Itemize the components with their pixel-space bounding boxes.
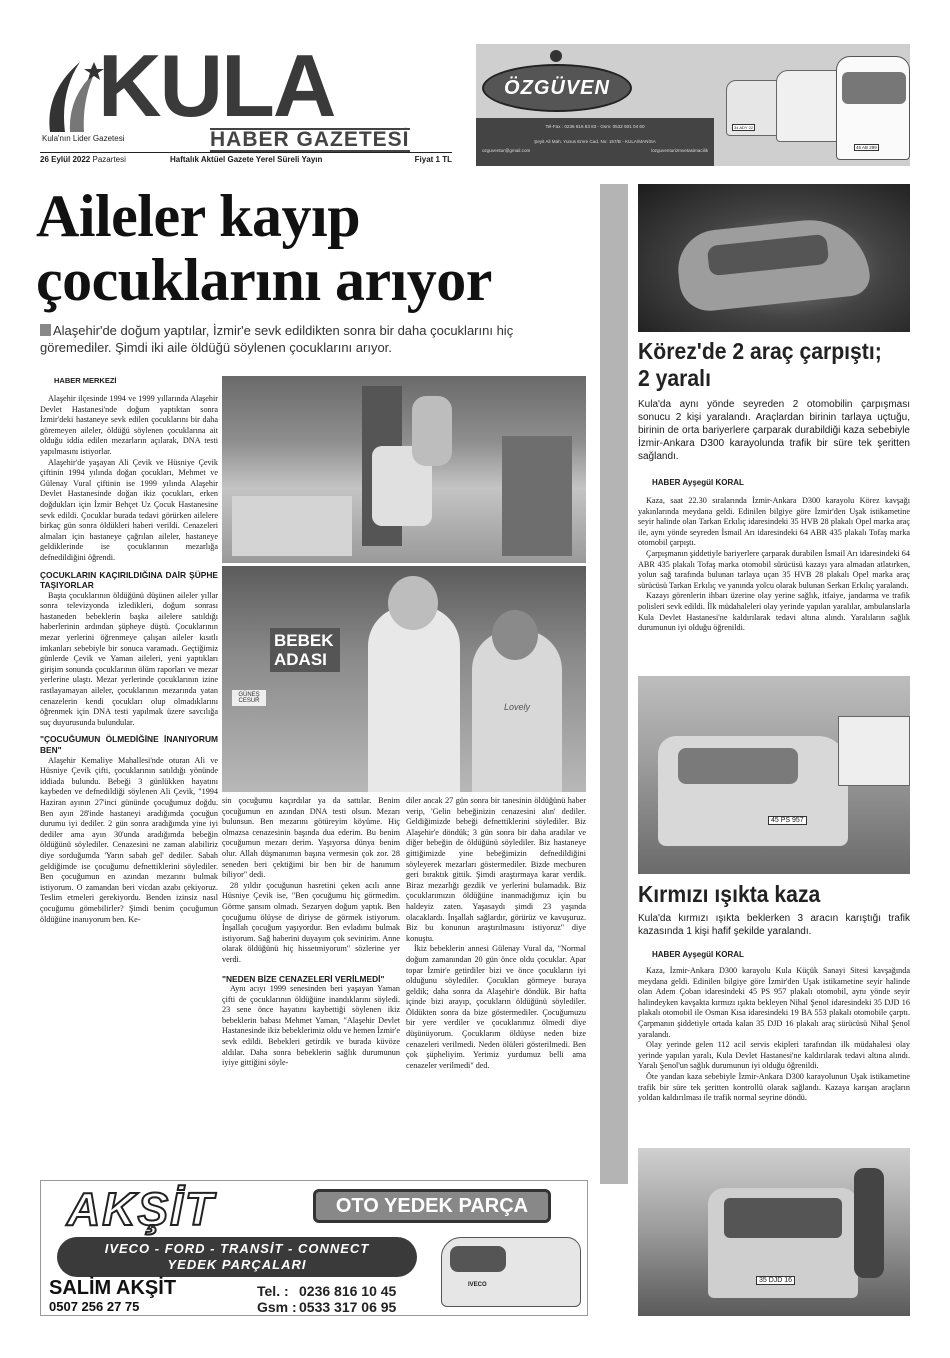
story2-headline — [638, 338, 888, 392]
main-byline: HABER MERKEZİ — [54, 376, 117, 385]
main-photo-bebek-adasi — [222, 566, 586, 792]
aksit-tel: 0236 816 10 45 — [299, 1283, 397, 1299]
grave-sign: GÜNEŞ CESUR — [232, 690, 266, 706]
story2-byline — [652, 478, 744, 487]
story3-byline-label: HABER — [652, 950, 681, 959]
main-col2-para: sin çocuğumu kaçırdılar ya da sattılar. Benim çocuğumun en azından DNA testi olsun. Mezarı bulunsun. Ben mezarını götüreyim köyüme. Hiç olmazsa cenazesinin başında dua ederim. Bu benim çocuğumun mezarı derim. Yaşıyorsa dünya benim olur. Allah düşmanımın başına vermesin çok zor. 28 seneden beri çektiğimi bir ben bir de hanımım biliyor" dedi. — [222, 796, 400, 880]
top-ad-ozguven[interactable] — [476, 44, 910, 166]
aksit-banner: OTO YEDEK PARÇA — [313, 1189, 551, 1223]
main-column-1 — [40, 394, 218, 1154]
aksit-gsm-line[interactable] — [257, 1299, 396, 1315]
aksit-gsm-label: Gsm : — [257, 1299, 297, 1315]
photo-korez-crash — [638, 184, 910, 332]
masthead-tagline: Haftalık Aktüel Gazete Yerel Süreli Yayın — [170, 155, 323, 164]
bebek-adasi-sign: BEBEK ADASI — [270, 628, 340, 672]
story3-byline — [652, 950, 744, 959]
main-lead — [40, 322, 585, 356]
bottom-ad-aksit[interactable] — [40, 1180, 588, 1316]
masthead — [40, 36, 470, 166]
main-headline-line1: Aileler kayıp — [36, 183, 361, 249]
ozguven-contact-box — [476, 118, 714, 166]
masthead-date-bar — [40, 152, 452, 166]
subhead-cenazeler: "NEDEN BİZE CENAZELERİ VERİLMEDİ" — [222, 973, 385, 984]
main-lead-text: Alaşehir'de doğum yaptılar, İzmir'e sevk edildikten sonra bir daha çocuklarını hiç göremediler. Şimdi iki aile öldüğü söylenen çocuklarını arıyor. — [40, 323, 514, 355]
ozguven-phones: Tel-Fax : 0236 816 83 83 - Gsm: 0532 501 04 60 — [545, 124, 645, 129]
rear-plate: 35 DJD 16 — [756, 1276, 795, 1285]
story3-para: Kaza, İzmir-Ankara D300 karayolu Kula Küçük Sanayi Sitesi kavşağında meydana geldi. Edinilen bilgiye göre İzmir'den Uşak istikametine seyir halinde olan Adem Çoban idaresindeki 45 PS 957 plakalı otomobil, aynı yönde seyir halindeyken kavşakta kırmızı ışıkta bekleyen Nihal Şenol idaresindeki 35 DJD 16 plakalı otomobil ile Osman Kısa idaresindeki 19 BA 553 plakalı otomobile çarptı. Çarpmanın şiddetiyle ortada kalan 35 DJD 16 plakalı araç sürücüsü Nihal Şenol yaralandı. — [638, 966, 910, 1039]
photo-rear-collision — [638, 1148, 910, 1316]
story2-para: Kaza, saat 22.30 sıralarında İzmir-Ankara D300 karayolu Körez kavşağı yakınlarında meydana geldi. Edinilen bilgiye göre İzmir'den Uşak istikametine seyir halinde olan Tarkan Erkılıç idaresindeki 35 HVB 28 plakalı Opel marka araç ile, aynı yönde seyreden İsmail Arı idaresindeki 64 ABR 435 plakalı Tofaş marka otomobil çarpıştı. — [638, 496, 910, 548]
story2-byline-name: Ayşegül KORAL — [682, 478, 744, 487]
main-column-2 — [222, 796, 400, 1160]
masthead-subtitle: HABER GAZETESİ — [210, 128, 410, 151]
ozguven-brand: ÖZGÜVEN — [504, 77, 610, 99]
ozguven-email[interactable]: ozguventur@gmail.com — [482, 148, 531, 153]
aksit-gsm: 0533 317 06 95 — [299, 1299, 397, 1315]
story3-byline-name: Ayşegül KORAL — [682, 950, 744, 959]
story2-byline-label: HABER — [652, 478, 681, 487]
iveco-van-image — [441, 1237, 581, 1307]
aksit-tel-label: Tel. : — [257, 1283, 289, 1299]
bus-windshield — [842, 72, 906, 104]
main-photo-cemetery-1 — [222, 376, 586, 563]
main-col2-para: Aynı acıyı 1999 senesinden beri yaşayan Yaman çifti de çocuklarının öldüğüne inandıklarını söyledi. 23 sene önce hayatını kaybettiği söylenen ikiz bebeklerin babası Mehmet Yaman, "Alaşehir Devlet Hastanesinde ikiz bebeklerimiz oldu ve hemen İzmir'e sevk edildi. Bebekleri getirdik ve burada küvöze aldılar. Daha sonra bebeklerin sağlık durumunun iyiye gittiğini söyle- — [222, 984, 400, 1068]
photo-red-light-crash — [638, 676, 910, 874]
column-divider — [600, 184, 628, 1184]
issue-day: Pazartesi — [92, 155, 126, 164]
bus-plate-3: 45 AB 299 — [856, 145, 877, 150]
aksit-parts: YEDEK PARÇALARI — [167, 1257, 307, 1272]
main-column-3 — [406, 796, 586, 1160]
issue-date: 26 Eylül 2022 — [40, 155, 91, 164]
story3-para: Olay yerinde gelen 112 acil servis ekipleri tarafından ilk müdahalesi olay yerinde yapılan yaralı, Kula Devlet Hastanesi'ne kaldırılarak tedavi altına alındı. Yaralı Şenol'un sağlık durumunun iyi olduğu öğrenildi. — [638, 1040, 910, 1071]
lead-marker-icon — [40, 324, 51, 336]
story3-body — [638, 966, 910, 1136]
story2-headline-line1: Körez'de 2 araç çarpıştı; — [638, 338, 882, 364]
story2-lead: Kula'da aynı yönde seyreden 2 otomobilin çarpışması sonucu 2 kişi yaralandı. Araçlardan birinin tarlaya uçtuğu, birinin de orta bariyerlere çarparak durabildiği kaza sebebiyle İzmir-Ankara D300 karayolunda trafik bir süre tek şeritten sağlandı. — [638, 399, 910, 462]
ozguven-social[interactable]: /ozguventurizmvetasimacilik — [650, 148, 708, 153]
main-col3-para: diler ancak 27 gün sonra bir tanesinin öldüğünü haber verip, 'Gelin bebeğinizin cenazesini alın' dediler. Geldiğimizde bebeği defnettiklerini söylediler. Biz Alaşehir'e döndük; 3 gün sonra bir daha aradılar ve diğer bebeğin de öldüğünü söylediler. Biz hastaneye gittiğimizde yine bebeğimizin defnedildiğini söyleyerek mezarları göstermediler. Bizde mecburen geri bıraktık gittik. Şimdi araştırmaya karar verdik. Biraz mezarlığı gezdik ve yerlerini bulamadık. Biz çocuklarımızın öldüğüne inanmadığımız için bu haldeyiz zaten. Yaşasaydı şimdi 23 yaşında olacaklardı. İnşallah sağlardır, görürüz ve kavuşuruz. Biz bu konunun araştırılmasını istiyoruz" diye konuştu. — [406, 796, 586, 943]
crescent-star-icon — [550, 50, 562, 62]
main-col1-para: Alaşehir ilçesinde 1994 ve 1999 yıllarında Alaşehir Devlet Hastanesi'nde doğum yaptıktan sonra İzmir'deki hastaneye sevk edilen çocuklarını bir daha göremeyen aileler, öldüğü söylenen çocuklarına ait olduğu iddia edilen mezarların açılarak, DNA testi yapılmasını istiyorlar. — [40, 394, 218, 456]
main-col1-para: Alaşehir Kemaliye Mahallesi'nde oturan Ali ve Hüsniye Çevik çifti, çocuklarının satıldığı yönünde iddiada bulundu. Bebeği 3 günlükken hayatını kaybeden ve defnedildiği söylenen Ali Çevik, "1994 Haziran ayının 27'inci gününde çocuğumuz doğdu. Ben ayın 28'inde hastaneyi aradığımda çocuğun durumu iyi dediler. 2 gün sonra aradığımda yine iyi dediler ama ayın 30'unda aradığımda bebeğin öldüğünü söylediler. Cenazesini ne zaman alabiliriz diye sorduğumda 'Yarın sabah gel' dediler. Sabah geldiğimde ise çocuğumu defnettiklerini söylediler. Ben çocuğumun en azından mezarını bulmak istiyorum. O zamandan beri vicdan azabı çekiyoruz. Teslim etmeleri gerekiyordu. Benden izinsiz nasıl çocuğumu gömebilirler? Şimdi benim çocuğumun öldüğüne inanıyorum ben. Ke- — [40, 755, 218, 924]
main-col3-para: İkiz bebeklerin annesi Gülenay Vural da, "Normal doğum zamanından 20 gün önce oldu çocuklar. Apar topar İzmir'e getirdiler bizi ve önce çocukların iyi olduğunu söylediler. Çocukları görmeye buraya geldik; daha sonra da Alaşehir'e döndük. Bir hafta içinde bizi arayıp, çocukların öldüğünü söylediler. Öldükten sonra da bize göstermediler. Çocuğumuzu bir yere verdiler ve çocuklarımız ölmedi diye düşünüyorum. Çocuklarım öldüyse neden bize cenazeleri verilmedi. Neden ölüleri gösterilmedi. Ben çok şüpheliyim. Yerimiz yurdumuz belli ama cenazeler verilmedi" ded. — [406, 944, 586, 1070]
shirt-print: Lovely — [504, 702, 531, 712]
main-headline — [36, 184, 596, 312]
masthead-logo: KULA — [98, 36, 335, 135]
aksit-tel-line[interactable] — [257, 1283, 396, 1299]
masthead-slogan: Kula'nın Lider Gazetesi — [42, 134, 125, 143]
story2-para: Çarpışmanın şiddetiyle bariyerlere çarparak durabilen İsmail Arı idaresindeki 64 ABR 435 plakalı Tofaş marka otomobil sürücüsü kazayı yara almadan atlatırken, yolun sağ tarafında bulunan tarlaya uçan 35 HVB 28 plakalı Opel marka araç sürücüsü Tarkan Erkılıç ve yanında yolcu olarak bulunan Serkan Erkılıç yaralandı. — [638, 548, 910, 590]
story2-body — [638, 496, 910, 666]
aksit-owner-name: SALİM AKŞİT — [49, 1277, 177, 1299]
aksit-models-bar — [57, 1237, 417, 1277]
subhead-olmedigine: "ÇOCUĞUMUN ÖLMEDİĞİNE İNANIYORUM BEN" — [40, 734, 218, 755]
story3-lead: Kula'da kırmızı ışıkta beklerken 3 aracın karıştığı trafik kazasında 1 kişi hafif şekilde yaralandı. — [638, 913, 910, 937]
main-col1-para: Alaşehir'de yaşayan Ali Çevik ve Hüsniye Çevik çiftinin 1994 yılında doğan çocukları, Mehmet ve Gülenay Vural çiftinin ise 1999 yılında Alaşehir Devlet Hastanesinde doğan ikiz çocukları, erken doğdukları için İzmir Behçet Uz Çocuk Hastanesine sevk edildi. Çocuklar burada tedavi görürken ailelere birkaç gün sonra öldükleri haberi verildi. Cenazeleri almaları için hastaneye çağrılan aileler, hastaneye geldiklerinde ise çocuklarının mezarlığa defnedildiğini öğrendi. — [40, 457, 218, 562]
van-brand: IVECO — [468, 1282, 487, 1288]
aksit-models: IVECO - FORD - TRANSİT - CONNECT — [104, 1241, 370, 1256]
story2-para: Kazayı görenlerin ihbarı üzerine olay yerine sağlık, itfaiye, jandarma ve trafik polisleri sevk edildi. İlk müdahaleleri olay yerinde yapılan yaralılar, ambulanslarla Kula Devlet Hastanesi'ne kaldırılarak tedavi altına alındı. Yaralıların sağlık durumunun iyi olduğu öğrenildi. — [638, 591, 910, 633]
main-col2-para: 28 yıldır çocuğunun hasretini çeken acılı anne Hüsniye Çevik ise, "Ben çocuğumu hiç görmedim. Görme şansım olmadı. Sezaryen doğum yaptık. Ben çocuğumu ölüyse de diriyse de görmek istiyorum. İnşallah çocuğum yaşıyordur. Ben evladımı bulmak istiyorum. Sağ haberini duyayım çok sevinirim. Anne olarak öldüğünü hiç hissetmiyorum" sözlerine yer verdi. — [222, 880, 400, 964]
crash-plate: 45 PS 957 — [768, 816, 807, 825]
story3-headline: Kırmızı ışıkta kaza — [638, 881, 821, 907]
main-headline-line2: çocuklarını arıyor — [36, 247, 492, 313]
aksit-brand: AKŞİT — [67, 1183, 215, 1235]
subhead-kacirildi: ÇOCUKLARIN KAÇIRILDIĞINA DAİR ŞÜPHE TAŞIYORLAR — [40, 569, 218, 591]
main-col1-para: Başta çocuklarının öldüğünü düşünen aileler yıllar sonra televizyonda izledikleri, doğum sonrası hastaneden bebeklerin başka ailelere satıldığı haberlerinin ardından şüpheye düştü. Çocuklarının mezar yerlerini öğrenmeye çalışan aileler kısıtlı imkanları sebebiyle bir sonuca varamadı. Geçtiğimiz günlerde Çevik ve Yaman aileleri, yeni yaptıkları girişim sonunda çocuklarının ölüm raporları ve mezar yerlerine ulaştı. Mezar yerlerinde çocuklarının izine rastlayamayan aileler, çocuklarının mezarında yatan cenazelerin kendi çocukları olup olmadıklarını öğrenmek için DNA testi yapılmak üzere savcılığa suç duyurusunda bulundular. — [40, 590, 218, 727]
story3-para: Öte yandan kaza sebebiyle İzmir-Ankara D300 karayolunun Uşak istikametine trafik bir süre tek şeritten kontrollü olarak sağlandı. Kazaya karışan araçların yoldan kaldırılması ile trafik normal seyrine döndü. — [638, 1071, 910, 1103]
aksit-mobile[interactable]: 0507 256 27 75 — [49, 1299, 140, 1314]
story2-headline-line2: 2 yaralı — [638, 365, 711, 391]
price-label: Fiyat 1 TL — [414, 155, 452, 164]
ozguven-address: Şeyit Ali Mah. Yunus Emre Cad. No: 157/B - KULA/MANİSA — [534, 139, 656, 144]
bus-plate-1: 34 ADY 22 — [734, 125, 754, 130]
